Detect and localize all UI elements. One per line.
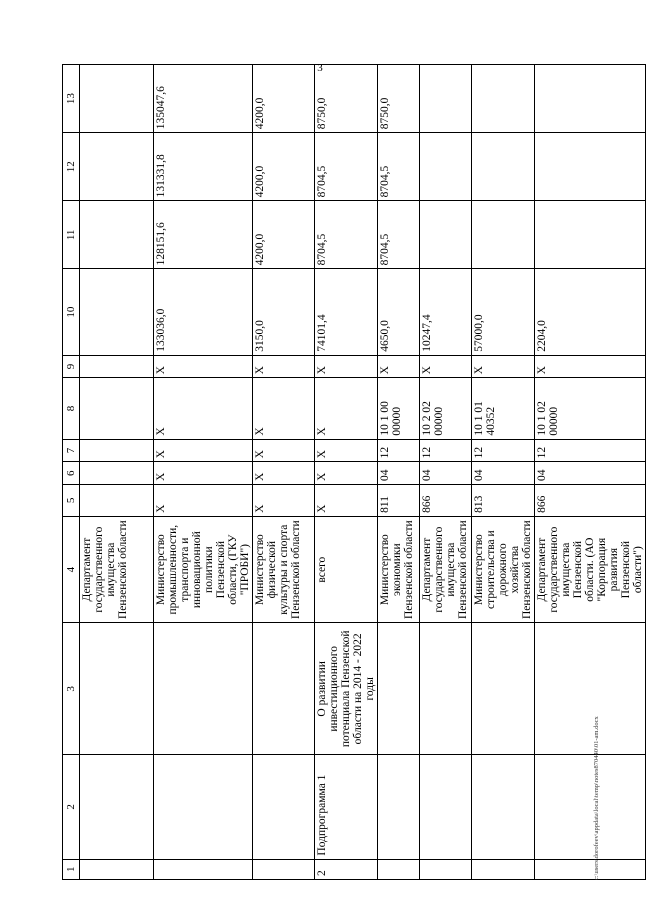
table-cell-3 — [535, 623, 646, 755]
table-cell-2 — [472, 755, 535, 859]
table-cell-9: Х — [315, 355, 378, 378]
table-cell-13 — [472, 65, 535, 133]
table-row — [315, 65, 378, 880]
table-cell-1 — [154, 859, 253, 879]
table-cell-3 — [378, 623, 420, 755]
table-cell-11 — [535, 201, 646, 269]
table-cell-12 — [80, 133, 154, 201]
table-cell-10: 3150,0 — [253, 269, 315, 355]
table-cell-5: 813 — [472, 485, 535, 517]
table-cell-13 — [80, 65, 154, 133]
table-cell-12 — [535, 133, 646, 201]
table-cell-13: 4200,0 — [253, 65, 315, 133]
table-cell-10: 2204,0 — [535, 269, 646, 355]
table-cell-4: Департамент государственного имущества Пензенской области — [80, 516, 154, 623]
table-cell-8: 10 1 01 40352 — [472, 378, 535, 439]
table-cell-6: 04 — [378, 462, 420, 485]
table-cell-6: Х — [154, 462, 253, 485]
table-cell-11 — [80, 201, 154, 269]
table-cell-13: 8750,0 — [315, 65, 378, 133]
table-cell-2 — [154, 755, 253, 859]
table-cell-9 — [80, 355, 154, 378]
table-cell-4: Департамент государственного имущества Пензенской области — [420, 516, 472, 623]
table-cell-2 — [80, 755, 154, 859]
table-cell-6: 04 — [472, 462, 535, 485]
table-cell-8: Х — [315, 378, 378, 439]
table-cell-7: Х — [253, 439, 315, 462]
table-cell-8: Х — [154, 378, 253, 439]
table-cell-9: Х — [253, 355, 315, 378]
table-cell-9: Х — [535, 355, 646, 378]
table-cell-6 — [80, 462, 154, 485]
table-cell-5: 866 — [535, 485, 646, 517]
table-cell-6: Х — [315, 462, 378, 485]
table-cell-7: 12 — [420, 439, 472, 462]
table-cell-4: всего — [315, 516, 378, 623]
column-header: 1 — [63, 859, 80, 879]
column-header: 3 — [63, 623, 80, 755]
table-cell-7: Х — [154, 439, 253, 462]
table-cell-5: Х — [253, 485, 315, 517]
table-cell-11: 4200,0 — [253, 201, 315, 269]
table-cell-10: 10247,4 — [420, 269, 472, 355]
table-cell-3 — [80, 623, 154, 755]
column-header: 7 — [63, 439, 80, 462]
table-cell-5: 811 — [378, 485, 420, 517]
table-cell-12: 8704,5 — [315, 133, 378, 201]
table-cell-13: 8750,0 — [378, 65, 420, 133]
table-cell-6: 04 — [535, 462, 646, 485]
table-cell-9: Х — [154, 355, 253, 378]
table-row — [420, 65, 472, 880]
table-cell-4: Министерство физической культуры и спорта Пензенской области — [253, 516, 315, 623]
table-cell-1: 2 — [315, 859, 378, 879]
table-cell-11: 128151,6 — [154, 201, 253, 269]
table-cell-13 — [535, 65, 646, 133]
table-cell-12 — [420, 133, 472, 201]
table-cell-8 — [80, 378, 154, 439]
table-row — [154, 65, 253, 880]
table-cell-10 — [80, 269, 154, 355]
table-cell-13 — [420, 65, 472, 133]
table-cell-10: 74101,4 — [315, 269, 378, 355]
column-header: 11 — [63, 201, 80, 269]
table-cell-12 — [472, 133, 535, 201]
table-cell-8: 10 1 02 00000 — [535, 378, 646, 439]
table-cell-6: Х — [253, 462, 315, 485]
table-cell-5: Х — [154, 485, 253, 517]
table-row — [378, 65, 420, 880]
table-cell-11 — [420, 201, 472, 269]
table-cell-4: Департамент государственного имущества Пензенской области. (АО "Корпорация развития Пензенской области") — [535, 516, 646, 623]
table-cell-12: 131331,8 — [154, 133, 253, 201]
table-cell-11: 8704,5 — [315, 201, 378, 269]
table-cell-10: 57000,0 — [472, 269, 535, 355]
column-header: 6 — [63, 462, 80, 485]
table-cell-7: 12 — [378, 439, 420, 462]
table-cell-13: 135047,6 — [154, 65, 253, 133]
budget-table — [62, 64, 646, 880]
rotated-table-container — [62, 64, 644, 880]
table-cell-1 — [80, 859, 154, 879]
table-cell-1 — [253, 859, 315, 879]
column-header: 13 — [63, 65, 80, 133]
table-cell-5: 866 — [420, 485, 472, 517]
table-cell-8: Х — [253, 378, 315, 439]
table-cell-7: 12 — [472, 439, 535, 462]
table-cell-10: 4650,0 — [378, 269, 420, 355]
table-cell-3: О развитии инвестиционного потенциала Пензенской области на 2014 - 2022 годы — [315, 623, 378, 755]
table-cell-11 — [472, 201, 535, 269]
table-cell-3 — [154, 623, 253, 755]
table-cell-9: Х — [472, 355, 535, 378]
table-cell-1 — [472, 859, 535, 879]
table-cell-3 — [420, 623, 472, 755]
table-cell-5: Х — [315, 485, 378, 517]
table-cell-8: 10 1 00 00000 — [378, 378, 420, 439]
table-row — [472, 65, 535, 880]
column-header: 8 — [63, 378, 80, 439]
table-cell-9: Х — [378, 355, 420, 378]
header-row — [63, 65, 80, 880]
table-cell-2 — [420, 755, 472, 859]
column-header: 5 — [63, 485, 80, 517]
column-header: 10 — [63, 269, 80, 355]
table-row — [253, 65, 315, 880]
table-cell-10: 133036,0 — [154, 269, 253, 355]
table-cell-4: Министерство экономики Пензенской области — [378, 516, 420, 623]
table-cell-7: 12 — [535, 439, 646, 462]
table-cell-5 — [80, 485, 154, 517]
table-cell-2 — [253, 755, 315, 859]
column-header: 9 — [63, 355, 80, 378]
column-header: 4 — [63, 516, 80, 623]
table-cell-3 — [472, 623, 535, 755]
column-header: 2 — [63, 755, 80, 859]
table-cell-1 — [378, 859, 420, 879]
table-cell-9: Х — [420, 355, 472, 378]
table-cell-4: Министерство строительства и дорожного хозяйства Пензенской области — [472, 516, 535, 623]
table-cell-1 — [420, 859, 472, 879]
table-cell-7 — [80, 439, 154, 462]
table-cell-6: 04 — [420, 462, 472, 485]
table-cell-2 — [378, 755, 420, 859]
table-cell-7: Х — [315, 439, 378, 462]
table-cell-1 — [535, 859, 646, 879]
table-cell-11: 8704,5 — [378, 201, 420, 269]
page-number: 3 — [317, 62, 323, 74]
table-row — [80, 65, 154, 880]
table-cell-8: 10 2 02 00000 — [420, 378, 472, 439]
footer-file-path: c:\users\dorofeev\appdata\local\temp\notes870440\01-am.docx — [593, 716, 600, 880]
table-cell-12: 8704,5 — [378, 133, 420, 201]
table-cell-2 — [535, 755, 646, 859]
table-cell-12: 4200,0 — [253, 133, 315, 201]
column-header: 12 — [63, 133, 80, 201]
table-row — [535, 65, 646, 880]
table-cell-2: Подпрограмма 1 — [315, 755, 378, 859]
table-cell-4: Министерство промышленности, транспорта и инновационной политики Пензенской области, (ГКУ "ПРОБИ") — [154, 516, 253, 623]
table-cell-3 — [253, 623, 315, 755]
